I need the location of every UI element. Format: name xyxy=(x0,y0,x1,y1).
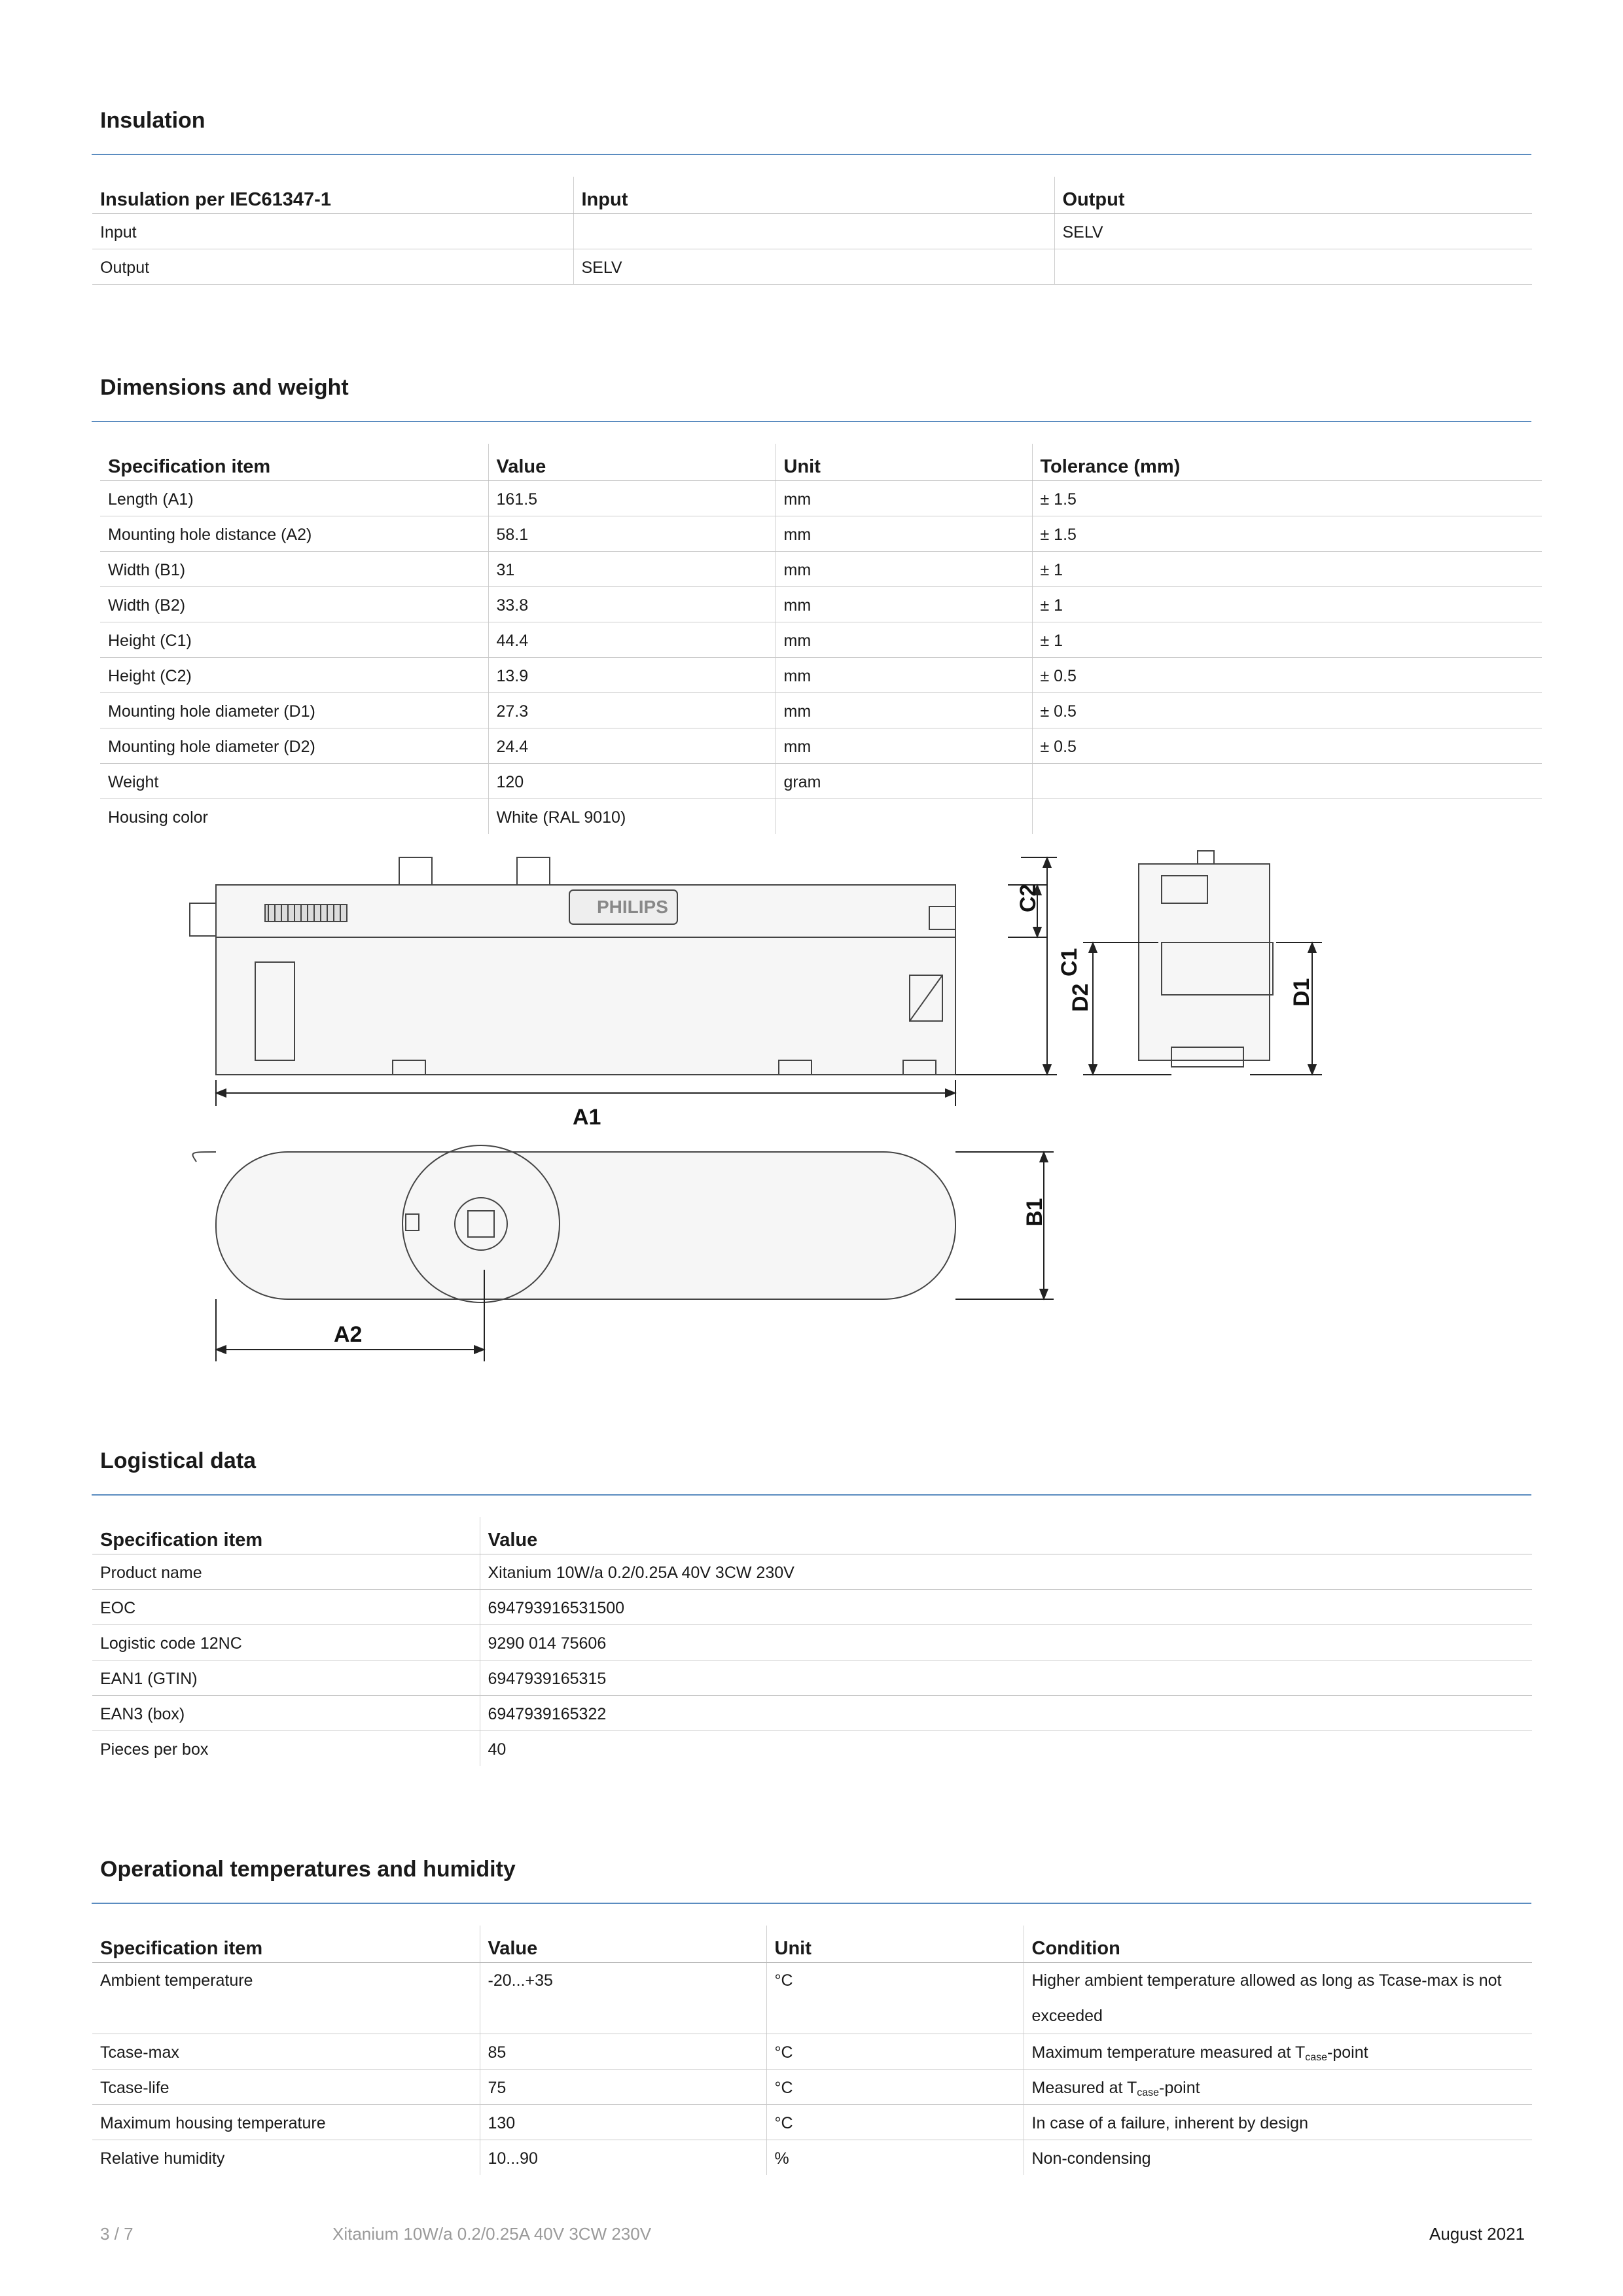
table-row xyxy=(100,516,1542,552)
table-row xyxy=(92,1625,1532,1660)
column-header: Specification item xyxy=(100,444,488,481)
side-view xyxy=(190,857,955,1075)
table-cell: ± 1 xyxy=(1032,552,1542,587)
table-cell: Weight xyxy=(100,764,488,799)
table-row xyxy=(92,1696,1532,1731)
table-cell: Height (C2) xyxy=(100,658,488,693)
table-row xyxy=(92,1731,1532,1767)
table-cell: Logistic code 12NC xyxy=(92,1625,480,1660)
dimension-label-b1: B1 xyxy=(1022,1198,1047,1227)
table-cell: Product name xyxy=(92,1554,480,1590)
table-cell xyxy=(1024,2070,1532,2105)
footer-date: August 2021 xyxy=(1429,2224,1525,2244)
table-cell: Relative humidity xyxy=(100,2149,225,2168)
logistical-section-title: Logistical data xyxy=(100,1448,257,1473)
table-cell xyxy=(776,799,1032,834)
table-row xyxy=(92,2034,1532,2070)
table-cell: 161.5 xyxy=(488,481,776,516)
table-cell xyxy=(1032,764,1542,799)
section-divider xyxy=(92,1494,1531,1496)
condition-text: Measured at T xyxy=(1031,2079,1137,2097)
table-cell: 10...90 xyxy=(480,2140,766,2176)
table-cell: °C xyxy=(766,2034,1024,2070)
table-cell xyxy=(1032,799,1542,834)
table-cell: mm xyxy=(776,693,1032,728)
table-cell: Maximum housing temperature xyxy=(92,2105,480,2140)
section-divider xyxy=(92,154,1531,155)
table-cell: mm xyxy=(776,658,1032,693)
table-cell: gram xyxy=(776,764,1032,799)
column-header: Specification item xyxy=(92,1517,480,1554)
table-cell: Width (B2) xyxy=(100,587,488,622)
table-cell: 33.8 xyxy=(488,587,776,622)
table-cell: ± 1 xyxy=(1032,587,1542,622)
table-row xyxy=(100,799,1542,834)
table-cell: 75 xyxy=(480,2070,766,2105)
table-cell: EOC xyxy=(92,1590,480,1625)
table-cell: Xitanium 10W/a 0.2/0.25A 40V 3CW 230V xyxy=(480,1554,1532,1590)
table-header-row xyxy=(92,177,1532,214)
table-cell: Mounting hole diameter (D2) xyxy=(100,728,488,764)
table-cell: ± 0.5 xyxy=(1032,658,1542,693)
table-cell: Mounting hole distance (A2) xyxy=(100,516,488,552)
table-cell: mm xyxy=(776,728,1032,764)
table-cell: 24.4 xyxy=(488,728,776,764)
table-row xyxy=(92,1963,1532,2034)
table-cell: 6947939165315 xyxy=(480,1660,1532,1696)
table-cell: ± 1.5 xyxy=(1032,481,1542,516)
page-number: 3 / 7 xyxy=(100,2224,134,2244)
table-cell: mm xyxy=(776,552,1032,587)
brand-logo: PHILIPS xyxy=(597,897,668,917)
table-row xyxy=(92,1660,1532,1696)
column-header: Condition xyxy=(1024,1926,1532,1963)
table-row xyxy=(92,1590,1532,1625)
table-cell: -20...+35 xyxy=(480,1963,766,2034)
table-row xyxy=(92,2140,1532,2176)
column-header: Input xyxy=(573,177,1054,214)
table-cell: ± 1 xyxy=(1032,622,1542,658)
table-header-row xyxy=(92,1517,1532,1554)
table-cell: % xyxy=(766,2140,1024,2176)
condition-line: Higher ambient temperature allowed as long as Tcase-max is not xyxy=(1031,1971,1502,1990)
top-view xyxy=(192,1145,955,1302)
table-cell: Height (C1) xyxy=(100,622,488,658)
table-cell: In case of a failure, inherent by design xyxy=(1024,2105,1532,2140)
table-cell: 85 xyxy=(480,2034,766,2070)
table-cell: 44.4 xyxy=(488,622,776,658)
table-cell: ± 0.5 xyxy=(1032,728,1542,764)
table-cell: Housing color xyxy=(108,808,208,827)
table-cell: Ambient temperature xyxy=(92,1963,480,2034)
table-cell: 27.3 xyxy=(488,693,776,728)
table-row xyxy=(100,764,1542,799)
table-row xyxy=(100,622,1542,658)
dimensions-table xyxy=(100,444,1542,834)
table-cell: ± 0.5 xyxy=(1032,693,1542,728)
table-cell xyxy=(1024,2034,1532,2070)
table-cell: EAN3 (box) xyxy=(92,1696,480,1731)
table-cell: 58.1 xyxy=(488,516,776,552)
table-row xyxy=(100,658,1542,693)
table-row xyxy=(92,249,1532,285)
table-cell: Width (B1) xyxy=(100,552,488,587)
table-cell: Tcase-life xyxy=(92,2070,480,2105)
dimension-label-d1: D1 xyxy=(1289,978,1314,1007)
table-cell xyxy=(1054,249,1532,285)
dimension-label-a1: A1 xyxy=(573,1105,601,1130)
subscript: case xyxy=(1305,2052,1328,2063)
table-cell: 120 xyxy=(488,764,776,799)
table-cell: Mounting hole diameter (D1) xyxy=(100,693,488,728)
column-header: Output xyxy=(1054,177,1532,214)
table-row xyxy=(100,693,1542,728)
dimension-label-a2: A2 xyxy=(334,1322,363,1347)
operational-section-title: Operational temperatures and humidity xyxy=(100,1857,516,1882)
dimension-label-c1: C1 xyxy=(1057,948,1082,977)
table-row xyxy=(92,1554,1532,1590)
dimension-label-c2: C2 xyxy=(1016,884,1041,912)
dimension-label-d2: D2 xyxy=(1068,983,1093,1012)
column-header: Insulation per IEC61347-1 xyxy=(92,177,573,214)
table-cell: mm xyxy=(776,481,1032,516)
dimensions-section-title: Dimensions and weight xyxy=(100,375,349,400)
column-header: Unit xyxy=(776,444,1032,481)
operational-table xyxy=(92,1926,1532,2175)
table-cell: Tcase-max xyxy=(92,2034,480,2070)
table-cell: 694793916531500 xyxy=(480,1590,1532,1625)
table-cell: 13.9 xyxy=(488,658,776,693)
subscript: case xyxy=(1137,2087,1160,2098)
column-header: Value xyxy=(480,1926,766,1963)
table-cell: 31 xyxy=(488,552,776,587)
table-cell: SELV xyxy=(1054,214,1532,249)
section-divider xyxy=(92,421,1531,422)
insulation-section-title: Insulation xyxy=(100,108,205,133)
condition-line: exceeded xyxy=(1031,2007,1103,2025)
dimension-drawing xyxy=(177,844,1342,1368)
table-cell: °C xyxy=(766,1963,1024,2034)
table-cell: mm xyxy=(776,587,1032,622)
footer-product-name: Xitanium 10W/a 0.2/0.25A 40V 3CW 230V xyxy=(332,2224,652,2244)
table-cell: Input xyxy=(92,214,573,249)
table-cell: 6947939165322 xyxy=(480,1696,1532,1731)
section-divider xyxy=(92,1903,1531,1904)
condition-text: -point xyxy=(1159,2079,1200,2097)
table-header-row xyxy=(100,444,1542,481)
table-row xyxy=(100,587,1542,622)
condition-text: -point xyxy=(1327,2043,1368,2062)
insulation-table xyxy=(92,177,1532,285)
table-header-row xyxy=(92,1926,1532,1963)
front-view xyxy=(1139,851,1273,1067)
table-cell: 130 xyxy=(480,2105,766,2140)
table-row xyxy=(100,481,1542,516)
column-header: Value xyxy=(480,1517,1532,1554)
column-header: Tolerance (mm) xyxy=(1032,444,1542,481)
table-cell xyxy=(1024,1963,1532,2034)
table-cell: mm xyxy=(776,622,1032,658)
table-cell: mm xyxy=(776,516,1032,552)
table-cell: Length (A1) xyxy=(100,481,488,516)
table-cell: 40 xyxy=(480,1731,1532,1767)
table-row xyxy=(92,2105,1532,2140)
table-cell: 9290 014 75606 xyxy=(480,1625,1532,1660)
table-cell: White (RAL 9010) xyxy=(488,799,776,834)
condition-text: Maximum temperature measured at T xyxy=(1031,2043,1306,2062)
table-row xyxy=(92,214,1532,249)
table-cell: Pieces per box xyxy=(100,1740,209,1759)
table-cell: °C xyxy=(766,2105,1024,2140)
table-cell: Output xyxy=(92,249,573,285)
table-row xyxy=(92,2070,1532,2105)
table-cell xyxy=(573,214,1054,249)
table-cell: °C xyxy=(766,2070,1024,2105)
table-cell: ± 1.5 xyxy=(1032,516,1542,552)
table-row xyxy=(100,552,1542,587)
logistical-table xyxy=(92,1517,1532,1766)
column-header: Value xyxy=(488,444,776,481)
column-header: Specification item xyxy=(92,1926,480,1963)
column-header: Unit xyxy=(766,1926,1024,1963)
table-cell: Non-condensing xyxy=(1024,2140,1532,2176)
table-cell: EAN1 (GTIN) xyxy=(92,1660,480,1696)
table-cell: SELV xyxy=(573,249,1054,285)
table-row xyxy=(100,728,1542,764)
